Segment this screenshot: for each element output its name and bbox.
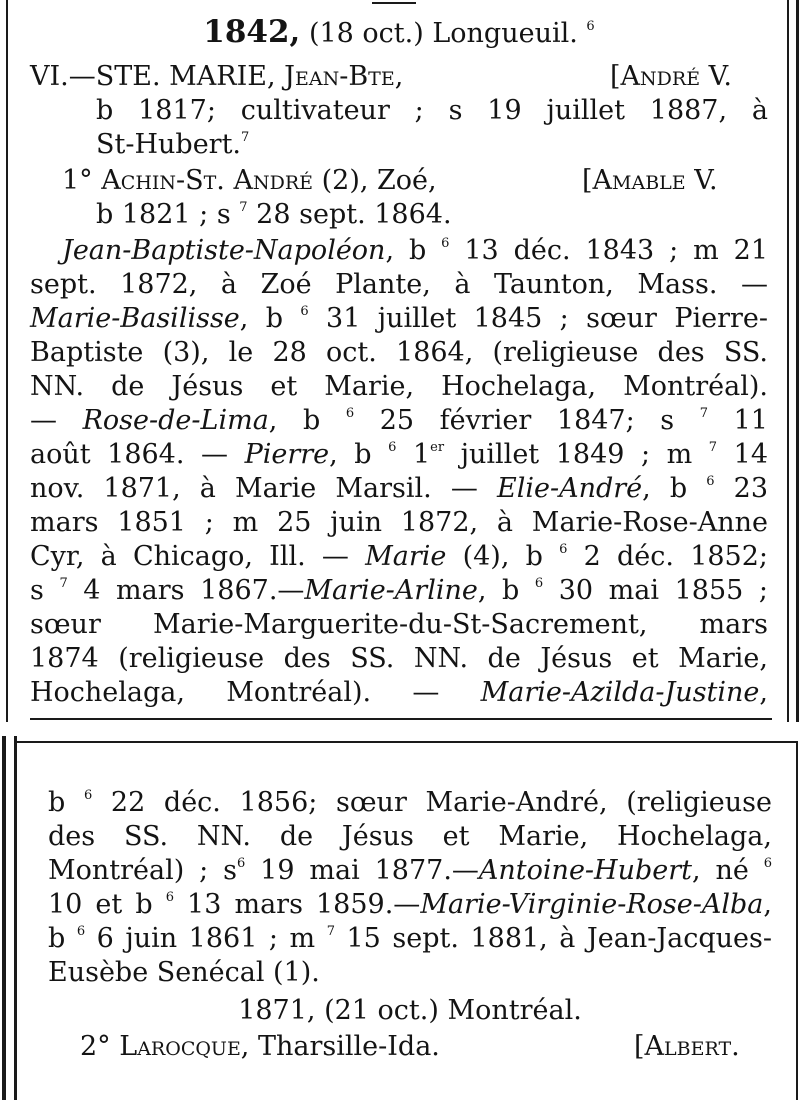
right-border-top-2 bbox=[796, 0, 799, 722]
children-line-1: Jean-Baptiste-Napoléon, b $^6$ 13 déc. 1843 ; m 21 bbox=[62, 235, 769, 266]
children-line-12: sœur Marie-Marguerite-du-St-Sacrement, mars bbox=[30, 609, 768, 640]
children-line-5: NN. de Jésus et Marie, Hochelaga, Montréal). bbox=[30, 371, 768, 402]
person-name-line: VI.—STE. MARIE, Jean-Bte, bbox=[30, 61, 404, 92]
person-father: [André V. bbox=[610, 61, 733, 92]
left-border-bottom-1 bbox=[2, 736, 6, 1100]
top-rule bbox=[372, 2, 416, 4]
children-line-10: Cyr, à Chicago, Ill. — Marie (4), b $^6$ 2 déc. 1852; bbox=[30, 541, 769, 572]
left-border-top bbox=[6, 0, 8, 722]
right-border-bottom bbox=[796, 742, 798, 1100]
marriage-year: 1842, bbox=[203, 14, 301, 50]
children-line-2: sept. 1872, à Zoé Plante, à Taunton, Mass. — bbox=[30, 269, 768, 300]
spouse1-line: 1° Achin-St. André (2), Zoé, bbox=[62, 165, 437, 196]
children-line-11: s $^7$ 4 mars 1867.—Marie-Arline, b $^6$ 30 mai 1855 ; bbox=[30, 575, 768, 606]
lower-line-3: Montréal) ; $s^6$ 19 mai 1877.—Antoine-Hubert, né $^6$ bbox=[48, 855, 772, 886]
person-given-names: Jean-Bte, bbox=[284, 61, 404, 92]
right-border-top-1 bbox=[787, 0, 789, 722]
children-line-3: Marie-Basilisse, b $^6$ 31 juillet 1845 ; sœur Pierre- bbox=[30, 303, 769, 334]
lower-line-1: b $^6$ 22 déc. 1856; sœur Marie-André, (religieuse bbox=[48, 787, 773, 818]
children-line-6: — Rose-de-Lima, b $^6$ 25 février 1847; s $^7$ 11 bbox=[30, 405, 768, 436]
lower-line-5: b $^6$ 6 juin 1861 ; m $^7$ 15 sept. 1881, à Jean-Jacques- bbox=[48, 923, 773, 954]
spouse2-line: 2° Larocque, Tharsille-Ida. bbox=[80, 1031, 440, 1062]
spouse1-dates: b 1821 ; s $^7$ 28 sept. 1864. bbox=[96, 199, 452, 230]
children-line-13: 1874 (religieuse des SS. NN. de Jésus et Marie, bbox=[30, 643, 768, 674]
children-line-8: nov. 1871, à Marie Marsil. — Elie-André, b $^6$ 23 bbox=[30, 473, 769, 504]
marriage-header bbox=[30, 14, 768, 50]
separator-rule-1 bbox=[30, 718, 772, 720]
person-birth-line: b 1817; cultivateur ; s 19 juillet 1887, à bbox=[96, 95, 768, 126]
marriage2-header: 1871, (21 oct.) Montréal. bbox=[238, 995, 582, 1026]
spouse2-name: Larocque, bbox=[119, 1031, 250, 1062]
marriage-ref: 6 bbox=[586, 19, 595, 34]
children-line-9: mars 1851 ; m 25 juin 1872, à Marie-Rose-Anne bbox=[30, 507, 768, 538]
person-death-place: St-Hubert.$^7$ bbox=[96, 129, 250, 160]
children-line-14: Hochelaga, Montréal). — Marie-Azilda-Justine, bbox=[30, 677, 768, 708]
children-line-4: Baptiste (3), le 28 oct. 1864, (religieuse des SS. bbox=[30, 337, 768, 368]
children-line-7: août 1864. — Pierre, b $^6$ 1er juillet 1849 ; m $^7$ 14 bbox=[30, 439, 768, 470]
spouse2-father: [Albert. bbox=[634, 1031, 740, 1062]
lower-line-4: 10 et b $^6$ 13 mars 1859.—Marie-Virginie-Rose-Alba, bbox=[48, 889, 772, 920]
marriage-date-place: (18 oct.) Longueuil. bbox=[308, 18, 578, 49]
spouse1-father: [Amable V. bbox=[582, 165, 718, 196]
left-border-bottom-2 bbox=[14, 736, 17, 1100]
spouse1-name: Achin-St. André bbox=[101, 165, 314, 196]
lower-line-6: Eusèbe Senécal (1). bbox=[48, 957, 320, 988]
lower-line-2: des SS. NN. de Jésus et Marie, Hochelaga, bbox=[48, 821, 772, 852]
separator-rule-2 bbox=[16, 741, 798, 743]
